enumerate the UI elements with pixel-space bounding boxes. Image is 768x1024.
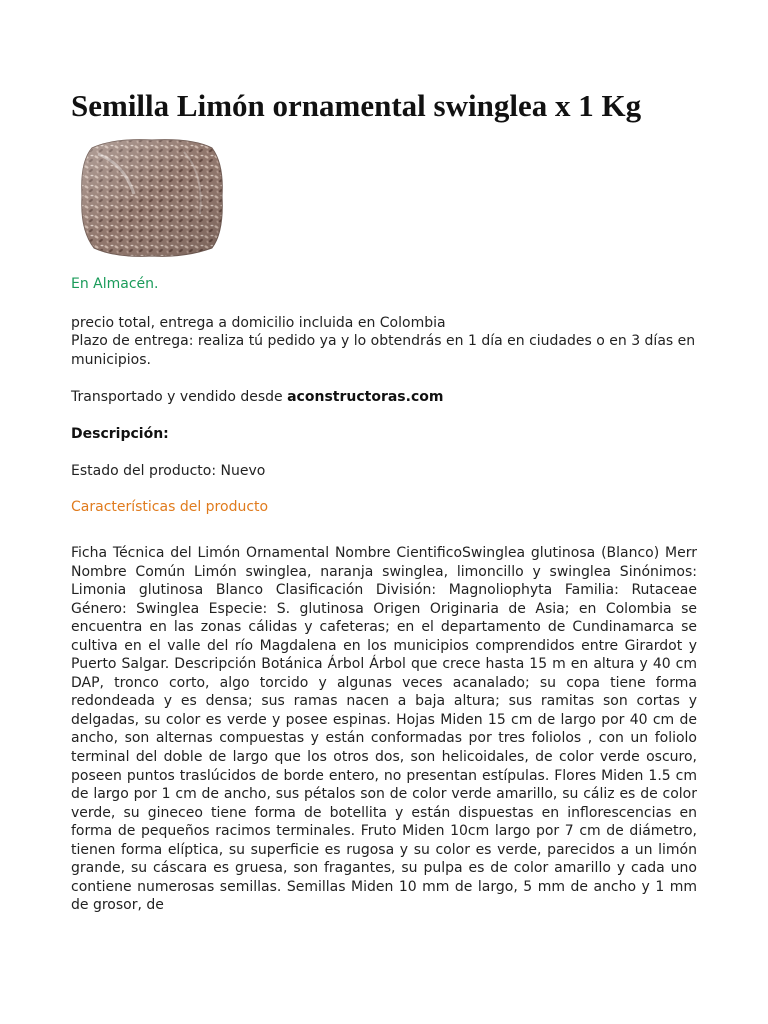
seller-name: aconstructoras.com	[287, 389, 444, 405]
features-heading: Características del producto	[71, 499, 269, 515]
product-condition: Estado del producto: Nuevo	[71, 463, 266, 479]
price-note: precio total, entrega a domicilio incluida en Colombia	[71, 315, 446, 331]
seller-prefix: Transportado y vendido desde	[71, 389, 288, 405]
seed-bag-image	[74, 134, 230, 262]
product-description: Ficha Técnica del Limón Ornamental Nombre CientificoSwinglea glutinosa (Blanco) Merr Nombre Común Limón swinglea, naranja swinglea, limoncillo y swinglea Sinónimos: Limonia glutinosa Blanco Clasificación División: Magnoliophyta Familia: Rutaceae Género: Swinglea Especie: S. glutinosa Origen Originaria de Asia; en Colombia se encuentra en las zonas cálidas y cafeteras; en el departamento de Cundinamarca se cultiva en el valle del río Magdalena en los municipios comprendidos entre Girardot y Puerto Salgar. Descripción Botánica Árbol Árbol que crece hasta 15 m en altura y 40 cm DAP, tronco corto, algo torcido y algunas veces acanalado; su copa tiene forma redondeada y es densa; sus ramas nacen a baja altura; sus ramitas son cortas y delgadas, su color es verde y posee espinas. Hojas Miden 15 cm de largo por 40 cm de ancho, son alternas compuestas y están conformadas por tres foliolos , con un foliolo terminal del doble de largo que los otros dos, son helicoidales, de color verde oscuro, poseen puntos traslúcidos de borde entero, no presentan estípulas. Flores Miden 1.5 cm de largo por 1 cm de ancho, sus pétalos son de color verde amarillo, su cáliz es de color verde, su gineceo tiene forma de botellita y están dispuestas en inflorescencias en forma de pequeños racimos terminales. Fruto Miden 10cm largo por 7 cm de diámetro, tienen forma elíptica, su superficie es rugosa y su color es verde, parecidos a un limón grande, su cáscara es gruesa, son fragantes, su pulpa es de color amarillo y cada uno contiene numerosas semillas. Semillas Miden 10 mm de largo, 5 mm de ancho y 1 mm de grosor, de	[71, 545, 697, 914]
seller-info	[71, 388, 697, 406]
page-title: Semilla Limón ornamental swinglea x 1 Kg	[71, 88, 642, 123]
description-heading: Descripción:	[71, 426, 169, 442]
stock-status: En Almacén.	[71, 276, 159, 292]
delivery-note: Plazo de entrega: realiza tú pedido ya y lo obtendrás en 1 día en ciudades o en 3 días en municipios.	[71, 333, 696, 368]
delivery-info	[71, 314, 697, 369]
